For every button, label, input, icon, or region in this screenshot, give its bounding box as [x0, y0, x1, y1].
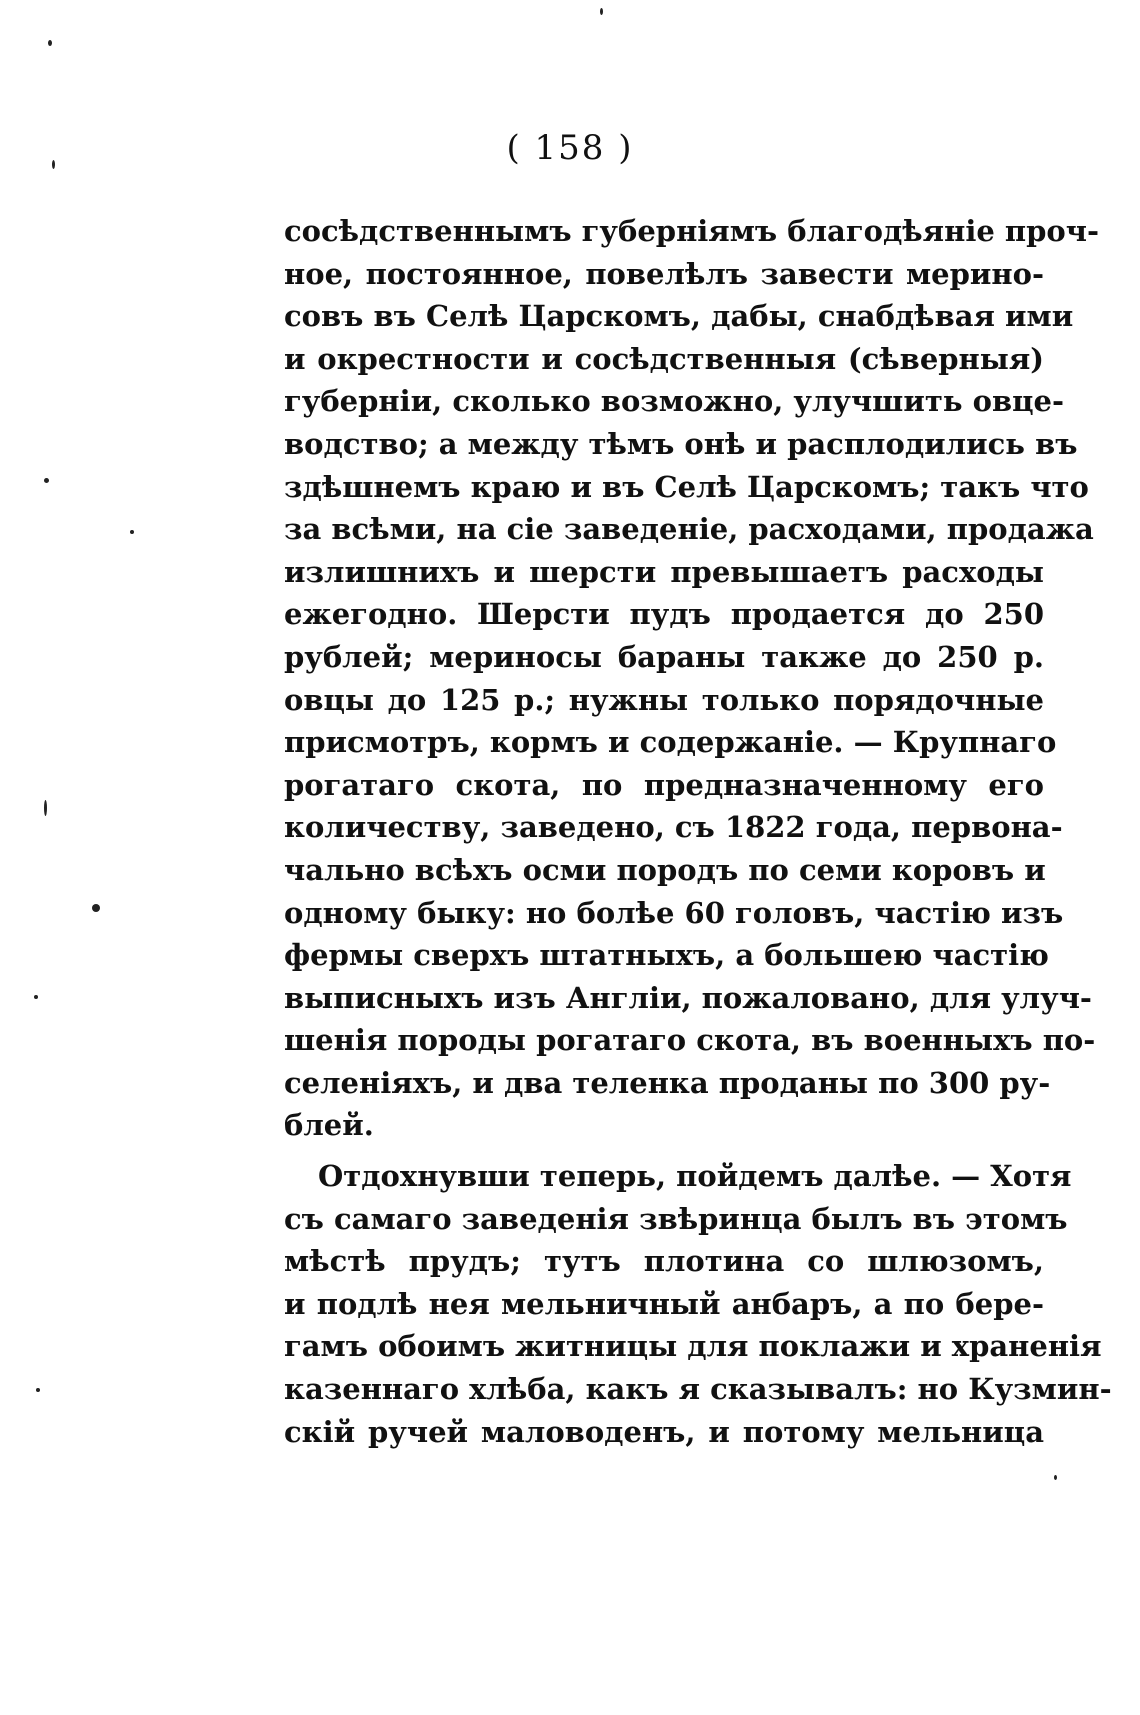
text-line: казеннаго хлѣба, какъ я сказывалъ: но Кузмин- — [284, 1372, 1112, 1407]
scan-speck — [92, 904, 100, 912]
paragraph-2 — [284, 1155, 1112, 1453]
text-line: съ самаго заведенія звѣринца былъ въ этомъ — [284, 1201, 1068, 1236]
scan-speck — [130, 530, 134, 534]
text-line: выписныхъ изъ Англіи, пожаловано, для улуч- — [284, 980, 1092, 1015]
text-line: фермы сверхъ штатныхъ, а большею частію — [284, 938, 1049, 973]
scan-speck — [1054, 1475, 1057, 1480]
text-line: ное, постоянное, повелѣлъ завести мерино- — [284, 256, 1044, 291]
text-line: водство; а между тѣмъ онѣ и расплодились въ — [284, 426, 1078, 461]
text-line: излишнихъ и шерсти превышаетъ расходы — [284, 554, 1044, 589]
scan-speck — [600, 8, 603, 15]
text-line: селеніяхъ, и два теленка проданы по 300 ру- — [284, 1065, 1051, 1100]
text-line: гамъ обоимъ житницы для поклажи и храненія — [284, 1329, 1102, 1364]
text-line: чально всѣхъ осми породъ по семи коровъ и — [284, 852, 1046, 887]
text-line: сосѣдственнымъ губерніямъ благодѣяніе проч- — [284, 214, 1100, 248]
body-text — [284, 210, 1112, 1453]
text-line: и окрестности и сосѣдственныя (сѣверныя) — [284, 341, 1044, 376]
text-line: и подлѣ нея мельничный анбаръ, а по бере- — [284, 1286, 1044, 1321]
text-line: рогатаго скота, по предназначенному его — [284, 767, 1044, 802]
text-line: мѣстѣ прудъ; тутъ плотина со шлюзомъ, — [284, 1244, 1044, 1279]
scan-speck — [52, 160, 55, 169]
text-line: шенія породы рогатаго скота, въ военныхъ по- — [284, 1023, 1096, 1058]
text-line: ежегодно. Шерсти пудъ продается до 250 — [284, 597, 1044, 632]
text-line: количеству, заведено, съ 1822 года, первона- — [284, 810, 1063, 845]
text-line: рублей; мериносы бараны также до 250 р. — [284, 639, 1044, 674]
scan-speck — [44, 478, 49, 483]
text-line: здѣшнемъ краю и въ Селѣ Царскомъ; такъ что — [284, 469, 1089, 504]
page-number: ( 158 ) — [506, 128, 634, 168]
scan-speck — [36, 1388, 40, 1392]
text-line: скій ручей маловоденъ, и потому мельница — [284, 1414, 1044, 1449]
text-line: одному быку: но болѣе 60 головъ, частію изъ — [284, 895, 1064, 930]
text-line: овцы до 125 р.; нужны только порядочные — [284, 682, 1044, 717]
text-line: совъ въ Селѣ Царскомъ, дабы, снабдѣвая ими — [284, 299, 1074, 334]
text-line: за всѣми, на сіе заведеніе, расходами, продажа — [284, 512, 1094, 547]
text-line: блей. — [284, 1108, 374, 1143]
scan-speck — [44, 800, 47, 816]
text-line: присмотръ, кормъ и содержаніе. — Крупнаго — [284, 725, 1057, 760]
paragraph-1 — [284, 210, 1100, 1147]
text-line: Отдохнувши теперь, пойдемъ далѣе. — Хотя — [318, 1159, 1072, 1194]
scan-speck — [34, 995, 38, 999]
text-line: губерніи, сколько возможно, улучшить овце- — [284, 384, 1065, 419]
scan-speck — [48, 40, 52, 46]
